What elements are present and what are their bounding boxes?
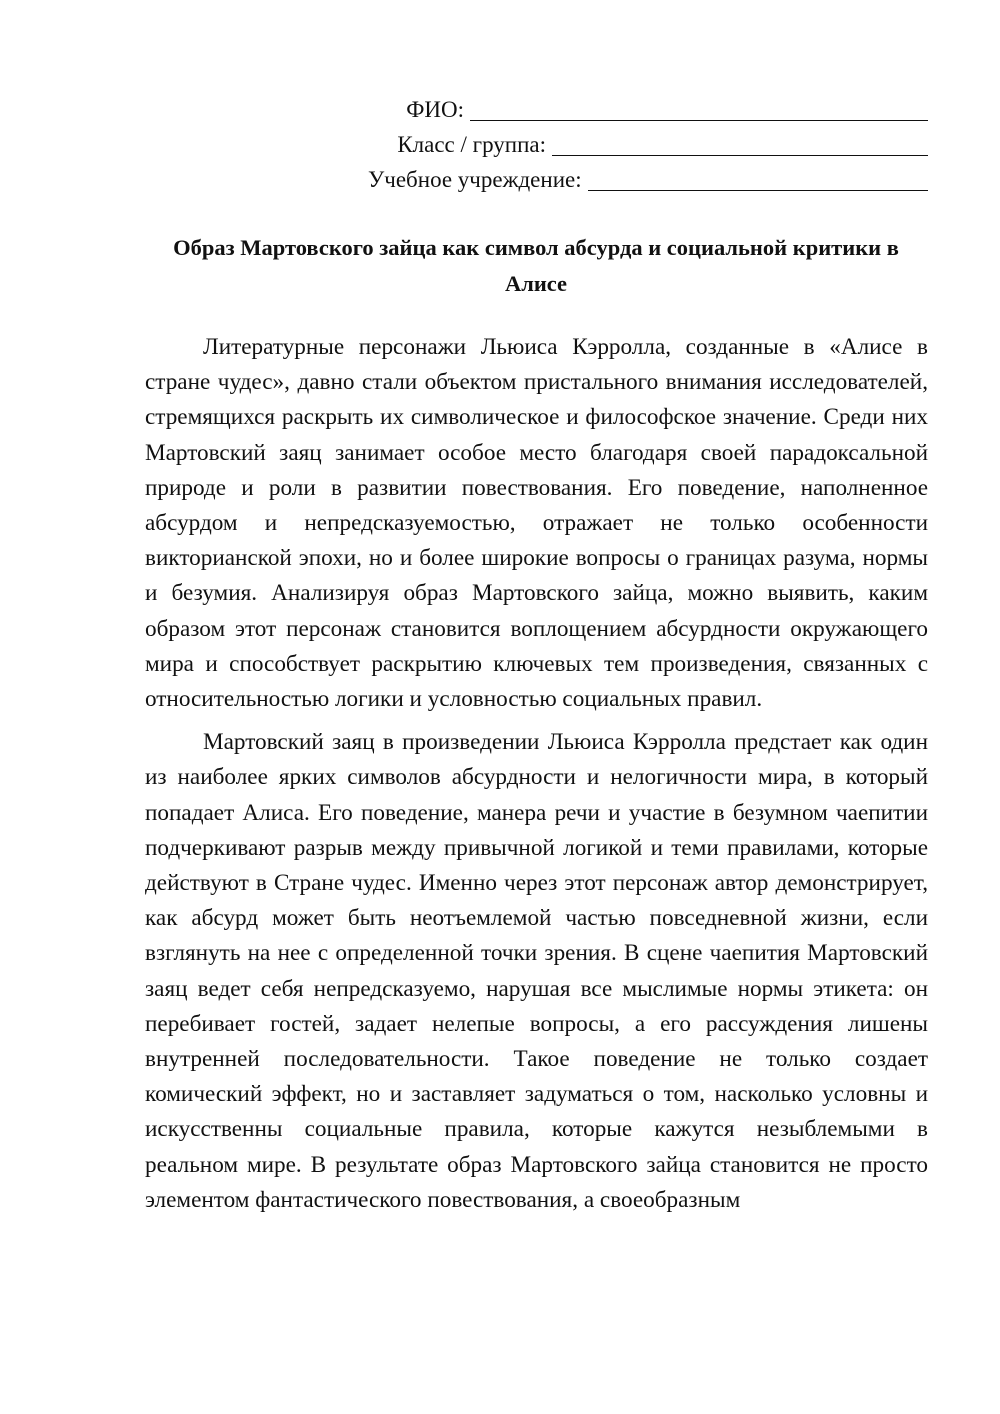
fio-blank-line xyxy=(470,94,928,121)
institution-field-row xyxy=(368,162,928,197)
student-info-fields xyxy=(368,92,928,197)
institution-label: Учебное учреждение: xyxy=(368,167,582,192)
institution-blank-line xyxy=(588,164,928,191)
essay-body xyxy=(145,330,928,1226)
essay-title: Образ Мартовского зайца как символ абсурда и социальной критики в Алисе xyxy=(173,235,899,296)
class-blank-line xyxy=(552,129,928,156)
class-field-row xyxy=(368,127,928,162)
paragraph-2: Мартовский заяц в произведении Льюиса Кэрролла предстает как один из наиболее ярких символов абсурдности и нелогичности мира, в который попадает Алиса. Его поведение, манера речи и участие в безумном чаепитии подчеркивают разрыв между привычной логикой и теми правилами, которые действуют в Стране чудес. Именно через этот персонаж автор демонстрирует, как абсурд может быть неотъемлемой частью повседневной жизни, если взглянуть на нее с определенной точки зрения. В сцене чаепития Мартовский заяц ведет себя непредсказуемо, нарушая все мыслимые нормы этикета: он перебивает гостей, задает нелепые вопросы, а его рассуждения лишены внутренней последовательности. Такое поведение не только создает комический эффект, но и заставляет задуматься о том, насколько условны и искусственны социальные правила, которые кажутся незыблемыми в реальном мире. В результате образ Мартовского зайца становится не просто элементом фантастического повествования, а своеобразным xyxy=(145,729,928,1213)
fio-label: ФИО: xyxy=(406,97,464,122)
paragraph-1: Литературные персонажи Льюиса Кэрролла, созданные в «Алисе в стране чудес», давно стали объектом пристального внимания исследователей, стремящихся раскрыть их символическое и философское значение. Среди них Мартовский заяц занимает особое место благодаря своей парадоксальной природе и роли в развитии повествования. Его поведение, наполненное абсурдом и непредсказуемостью, отражает не только особенности викторианской эпохи, но и более широкие вопросы о границах разума, нормы и безумия. Анализируя образ Мартовского зайца, можно выявить, каким образом этот персонаж становится воплощением абсурдности окружающего мира и способствует раскрытию ключевых тем произведения, связанных с относительностью логики и условностью социальных правил. xyxy=(145,334,928,713)
fio-field-row xyxy=(368,92,928,127)
class-label: Класс / группа: xyxy=(397,132,546,157)
